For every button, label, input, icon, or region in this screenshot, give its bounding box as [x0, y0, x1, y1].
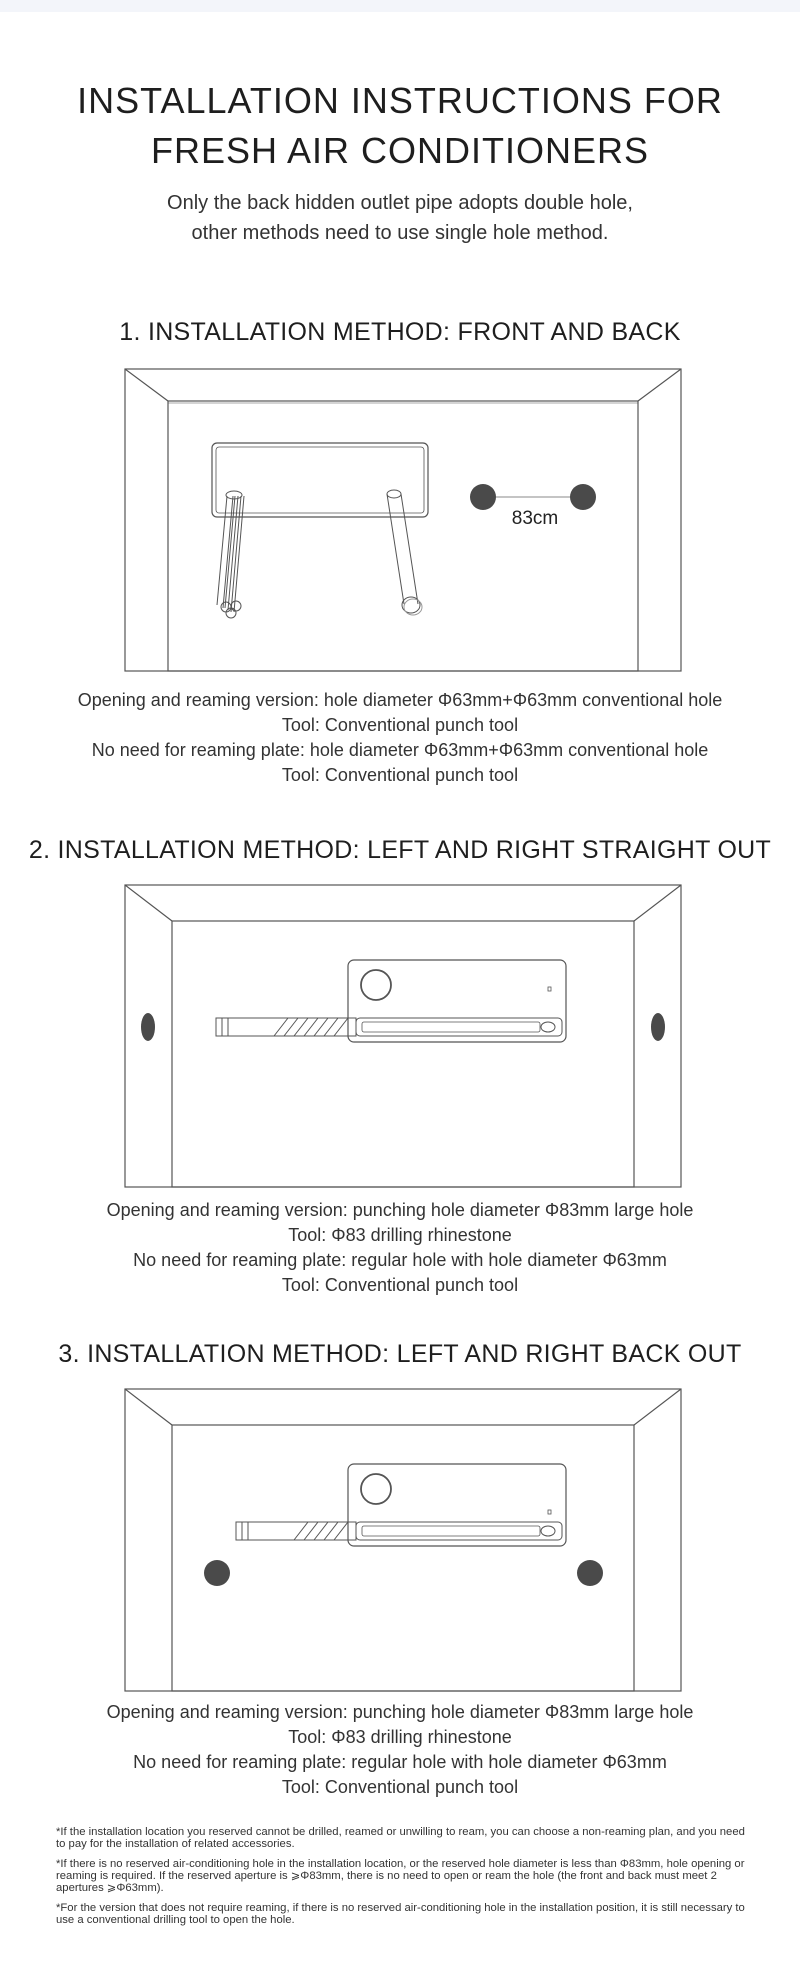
section-1-line-2: Tool: Conventional punch tool: [281, 715, 519, 735]
straight-out-pipe-icon: [216, 1018, 356, 1036]
section-2-title: 2. INSTALLATION METHOD: LEFT AND RIGHT STRAIGHT OUT: [28, 836, 772, 864]
footnote-3: *For the version that does not require reaming, if there is no reserved air-conditioning hole in the installation position, it is still necessary to use a conventional drilling tool to open the hole.: [56, 1902, 745, 1926]
right-pipe-icon: [387, 490, 422, 615]
room-outer-frame: [125, 369, 681, 671]
wall-hole-right: [577, 1560, 603, 1586]
ac-unit-icon: [348, 960, 566, 1042]
footnotes: [56, 1826, 746, 1934]
wall-hole-right: [570, 484, 596, 510]
page-title: [0, 76, 800, 176]
section-1-description: [0, 688, 800, 788]
ac-unit-icon: [348, 1464, 566, 1546]
footnote-1: *If the installation location you reserved cannot be drilled, reamed or unwilling to ream, you can choose a non-reaming plan, and you need to pay for the installation of related accessories.: [56, 1826, 745, 1850]
wall-hole-right: [651, 1013, 665, 1041]
section-2-line-1: Opening and reaming version: punching hole diameter Φ83mm large hole: [106, 1200, 694, 1220]
section-1-title: 1. INSTALLATION METHOD: FRONT AND BACK: [119, 318, 681, 346]
section-1-diagram: [124, 368, 682, 672]
subtitle-line-2: other methods need to use single hole method.: [191, 222, 609, 244]
section-3-line-4: Tool: Conventional punch tool: [281, 1777, 519, 1797]
footnote-2: *If there is no reserved air-conditioning hole in the installation location, or the reserved hole diameter is less than Φ83mm, hole opening or reaming is required. If the reserved aperture is ⩾Φ83mm, there is no need to open or ream the hole (the front and back must meet 2 apertures ⩾Φ63mm).: [56, 1858, 745, 1894]
wall-hole-left: [141, 1013, 155, 1041]
section-2-line-2: Tool: Φ83 drilling rhinestone: [288, 1225, 512, 1245]
section-1-line-1: Opening and reaming version: hole diameter Φ63mm+Φ63mm conventional hole: [77, 690, 723, 710]
section-1-line-3: No need for reaming plate: hole diameter Φ63mm+Φ63mm conventional hole: [91, 740, 709, 760]
section-2-description: [0, 1198, 800, 1298]
back-out-pipe-icon: [236, 1522, 356, 1540]
title-line-2: FRESH AIR CONDITIONERS: [150, 130, 650, 171]
section-3-line-3: No need for reaming plate: regular hole with hole diameter Φ63mm: [133, 1752, 667, 1772]
section-3-diagram: [124, 1388, 682, 1692]
wall-hole-left: [470, 484, 496, 510]
top-strip: [0, 0, 800, 12]
distance-label: 83cm: [511, 508, 559, 529]
left-pipe-bundle-icon: [217, 491, 244, 618]
section-2-diagram: [124, 884, 682, 1188]
subtitle-line-1: Only the back hidden outlet pipe adopts double hole,: [167, 192, 633, 214]
wall-hole-left: [204, 1560, 230, 1586]
section-3-line-1: Opening and reaming version: punching hole diameter Φ83mm large hole: [106, 1702, 694, 1722]
section-3-line-2: Tool: Φ83 drilling rhinestone: [288, 1727, 512, 1747]
page-subtitle: [0, 188, 800, 248]
title-line-1: INSTALLATION INSTRUCTIONS FOR: [77, 80, 723, 121]
ac-unit-icon: [212, 443, 428, 517]
section-2-line-3: No need for reaming plate: regular hole with hole diameter Φ63mm: [133, 1250, 667, 1270]
section-1-line-4: Tool: Conventional punch tool: [281, 765, 519, 785]
section-3-description: [0, 1700, 800, 1800]
room-back-wall: [168, 401, 638, 671]
section-3-title: 3. INSTALLATION METHOD: LEFT AND RIGHT BACK OUT: [58, 1340, 742, 1368]
section-2-line-4: Tool: Conventional punch tool: [281, 1275, 519, 1295]
